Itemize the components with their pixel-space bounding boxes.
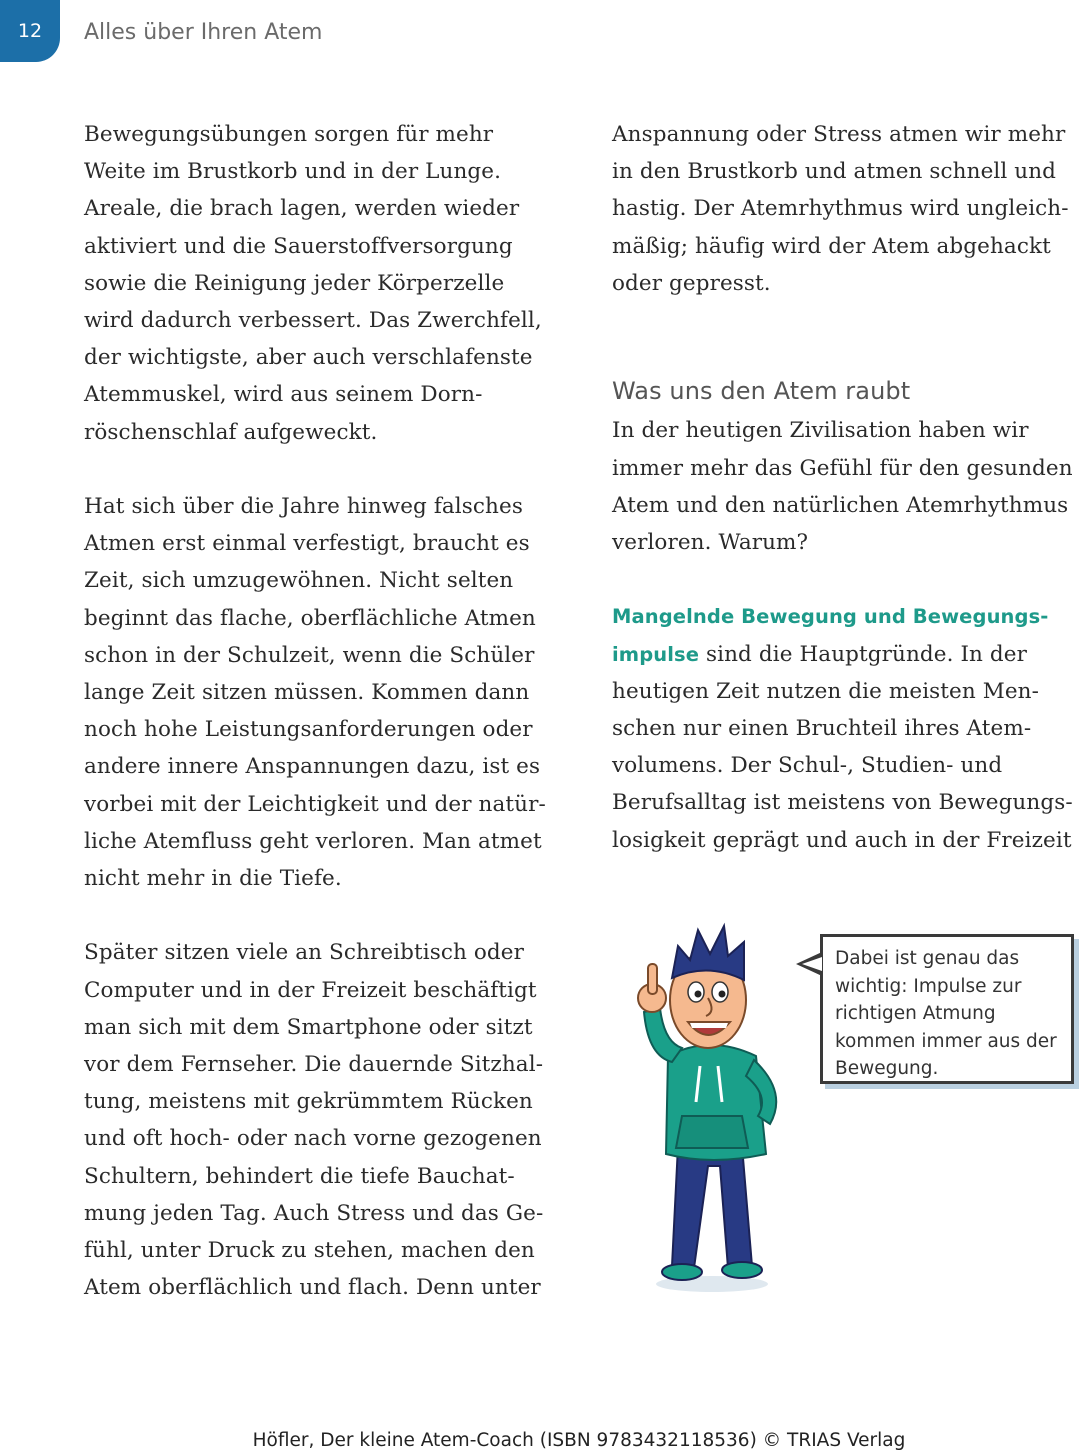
text-line: oder gepresst. <box>612 270 771 296</box>
text-line: tung, meistens mit gekrümmtem Rücken <box>84 1089 533 1115</box>
text-line: und oft hoch- oder nach vorne gezogenen <box>84 1126 542 1152</box>
speech-bubble <box>820 934 1074 1084</box>
text-line: immer mehr das Gefühl für den gesunden <box>612 455 1073 481</box>
text-line: Anspannung oder Stress atmen wir mehr <box>612 122 1066 147</box>
text-span: sind die Hauptgründe. In der <box>699 641 1027 667</box>
text-line: man sich mit dem Smartphone oder sitzt <box>84 1014 533 1040</box>
bubble-line: Dabei ist genau das <box>835 948 1020 969</box>
text-line: verloren. Warum? <box>612 530 809 556</box>
paragraph-3 <box>84 934 564 1306</box>
text-line: Berufsalltag ist meistens von Bewegungs- <box>612 790 1073 816</box>
paragraph-intro <box>612 412 1082 561</box>
right-column <box>612 116 1082 859</box>
text-line: wird dadurch verbessert. Das Zwerchfell, <box>84 308 542 334</box>
text-line: Schultern, behindert die tiefe Bauchat- <box>84 1163 515 1189</box>
text-line: liche Atemfluss geht verloren. Man atmet <box>84 828 542 854</box>
text-line: aktiviert und die Sauerstoffversorgung <box>84 233 513 259</box>
text-line: beginnt das flache, oberflächliche Atmen <box>84 605 536 631</box>
left-column <box>84 116 564 1306</box>
text-line: Hat sich über die Jahre hinweg falsches <box>84 494 523 520</box>
text-line: Computer und in der Freizeit beschäftigt <box>84 977 537 1003</box>
bubble-line: wichtig: Impulse zur <box>835 975 1022 997</box>
highlight-text: impulse <box>612 642 700 666</box>
text-line: schen nur einen Bruchteil ihres Atem- <box>612 716 1032 742</box>
paragraph-reasons <box>612 598 1082 858</box>
text-line: mäßig; häufig wird der Atem abgehackt <box>612 233 1051 259</box>
text-line: Atem oberflächlich und flach. Denn unter <box>84 1275 541 1301</box>
text-line: vorbei mit der Leichtigkeit und der natür- <box>84 791 546 817</box>
text-line: mung jeden Tag. Auch Stress und das Ge- <box>84 1200 544 1226</box>
bubble-line: kommen immer aus der <box>835 1030 1057 1052</box>
paragraph-1 <box>84 116 564 451</box>
text-line: andere innere Anspannungen dazu, ist es <box>84 754 541 780</box>
text-line: schon in der Schulzeit, wenn die Schüler <box>84 642 535 668</box>
footer-citation: Höfler, Der kleine Atem-Coach (ISBN 9783432118536) © TRIAS Verlag <box>252 1430 906 1451</box>
text-line: vor dem Fernseher. Die dauernde Sitzhal- <box>84 1052 544 1078</box>
text-line: heutigen Zeit nutzen die meisten Men- <box>612 678 1039 704</box>
text-line: fühl, unter Druck zu stehen, machen den <box>84 1238 535 1264</box>
page-number-tab <box>0 0 60 62</box>
text-line: Areale, die brach lagen, werden wieder <box>84 196 520 222</box>
text-line: hastig. Der Atemrhythmus wird ungleich- <box>612 196 1069 222</box>
text-line: losigkeit geprägt und auch in der Freizeit <box>612 827 1072 853</box>
text-line: in den Brustkorb und atmen schnell und <box>612 159 1057 185</box>
highlight-text: Mangelnde Bewegung und Bewegungs- <box>612 605 1049 629</box>
text-line: noch hohe Leistungsanforderungen oder <box>84 717 533 743</box>
bubble-line: richtigen Atmung <box>835 1003 996 1024</box>
paragraph-2 <box>84 488 564 897</box>
speech-bubble-tail-inner <box>802 957 822 971</box>
cartoon-man-illustration <box>620 916 800 1296</box>
text-line: Atmen erst einmal verfestigt, braucht es <box>84 531 530 557</box>
text-line: sowie die Reinigung jeder Körperzelle <box>84 270 505 296</box>
text-line: Bewegungsübungen sorgen für mehr <box>84 122 494 147</box>
text-line: röschenschlaf aufgeweckt. <box>84 419 378 445</box>
bubble-line: Bewegung. <box>835 1058 939 1079</box>
page-number: 12 <box>17 20 43 42</box>
text-line: Zeit, sich umzugewöhnen. Nicht selten <box>84 568 514 594</box>
text-line: Später sitzen viele an Schreibtisch oder <box>84 940 524 966</box>
text-line: der wichtigste, aber auch verschlafenste <box>84 345 533 371</box>
text-line: nicht mehr in die Tiefe. <box>84 866 342 892</box>
text-line: lange Zeit sitzen müssen. Kommen dann <box>84 680 530 706</box>
text-line: Weite im Brustkorb und in der Lunge. <box>84 159 502 185</box>
text-line: Atemmuskel, wird aus seinem Dorn- <box>84 382 483 408</box>
text-line: In der heutigen Zivilisation haben wir <box>612 418 1029 444</box>
text-line: volumens. Der Schul-, Studien- und <box>612 753 1003 779</box>
section-heading: Was uns den Atem raubt <box>612 377 911 406</box>
paragraph-continued <box>612 116 1082 302</box>
text-line: Atem und den natürlichen Atemrhythmus <box>612 492 1069 518</box>
running-title: Alles über Ihren Atem <box>84 20 323 45</box>
